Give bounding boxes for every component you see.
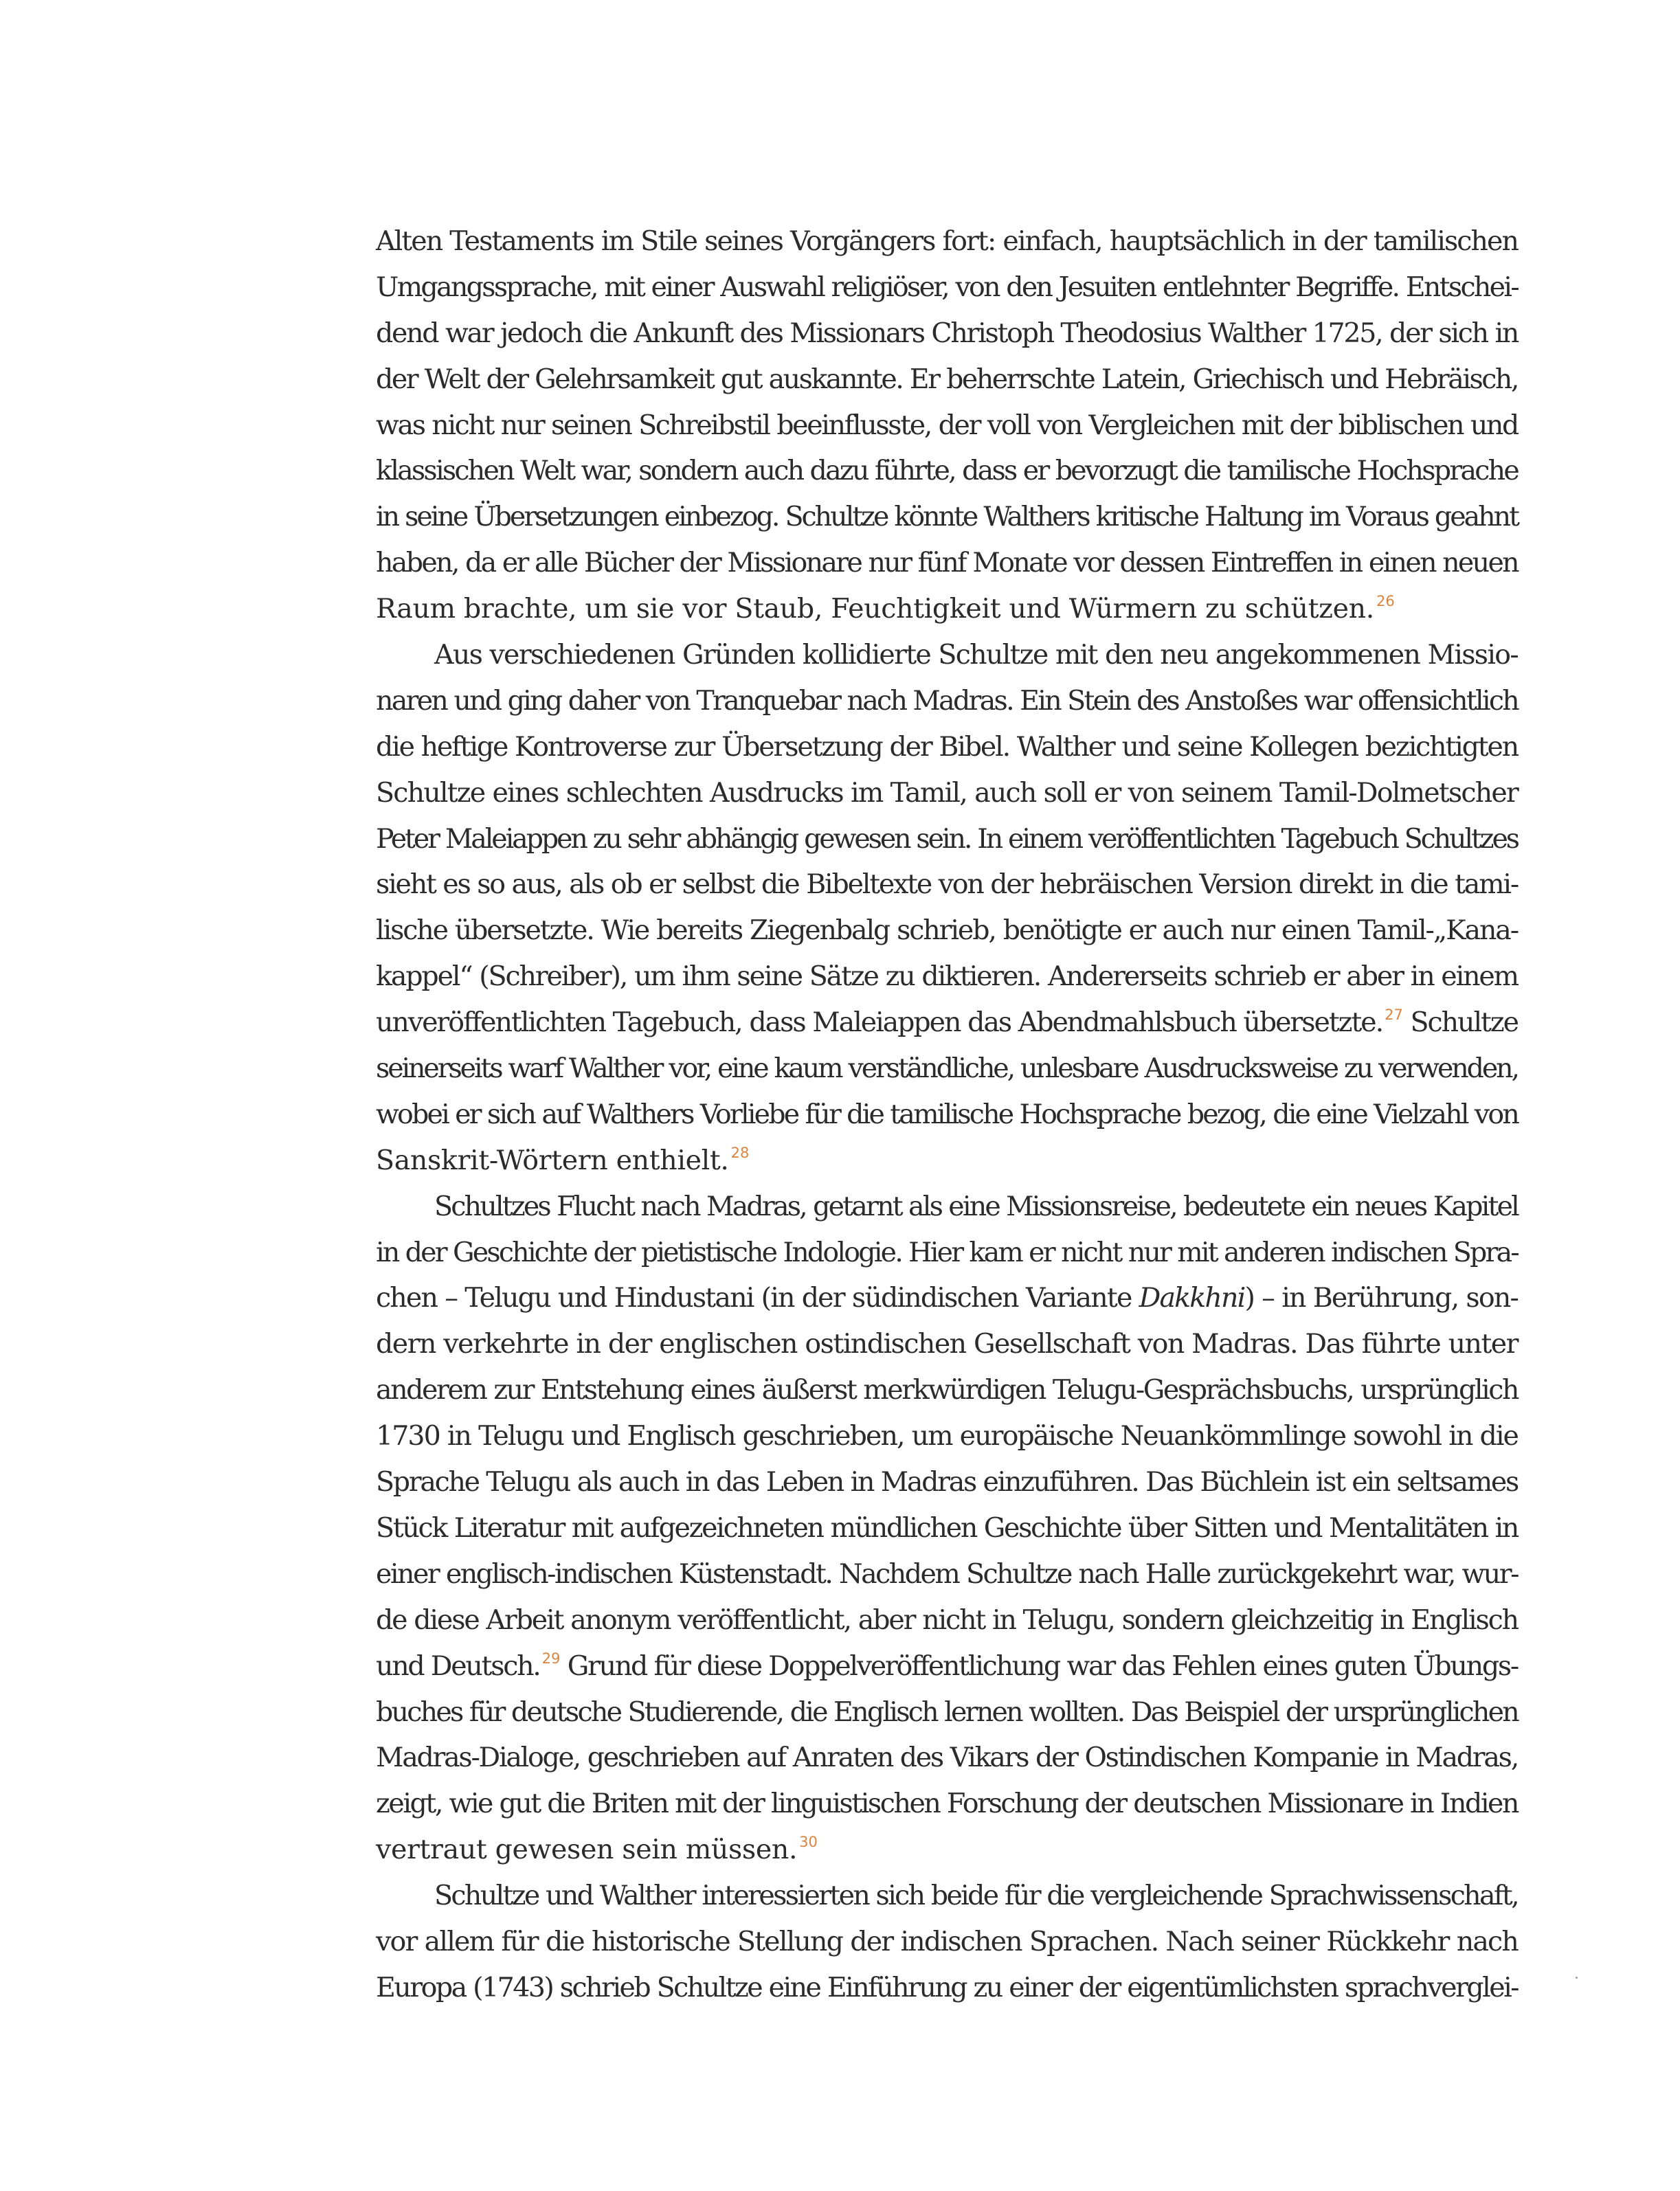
text-line [376,586,1518,632]
text-segment: Grund für diese Doppelveröffentlichung war das Fehlen eines guten Übungs- [560,1650,1518,1682]
text-line: zeigt, wie gut die Briten mit der linguistischen Forschung der deutschen Missionare in Indien [376,1788,1518,1820]
text-segment: chen – Telugu und Hindustani (in der südindischen Variante [376,1282,1139,1314]
text-line: was nicht nur seinen Schreibstil beeinflusste, der voll von Vergleichen mit der biblischen und [376,409,1518,441]
text-line: die heftige Kontroverse zur Übersetzung der Bibel. Walther und seine Kollegen bezichtigten [376,730,1518,763]
text-line: 1730 in Telugu und Englisch geschrieben, um europäische Neuankömmlinge sowohl in die [376,1420,1518,1452]
text-line: wobei er sich auf Walthers Vorliebe für die tamilische Hochsprache bezog, die eine Vielzahl von [376,1098,1518,1130]
text-line: Europa (1743) schrieb Schultze eine Einführung zu einer der eigentümlichsten sprachverglei- [376,1971,1518,2003]
text-line: de diese Arbeit anonym veröffentlicht, aber nicht in Telugu, sondern gleichzeitig in Englisch [376,1604,1518,1636]
text-line: Schultze eines schlechten Ausdrucks im Tamil, auch soll er von seinem Tamil-Dolmetscher [376,776,1518,809]
text-segment: Sanskrit-Wörtern enthielt. [376,1144,729,1176]
text-line: haben, da er alle Bücher der Missionare nur fünf Monate vor dessen Eintreffen in einen neuen [376,547,1518,579]
text-line: lische übersetzte. Wie bereits Ziegenbalg schrieb, benötigte er auch nur einen Tamil-„Kana- [376,914,1518,947]
text-line: sieht es so aus, als ob er selbst die Bibeltexte von der hebräischen Version direkt in die tami- [376,868,1518,901]
text-line: Schultzes Flucht nach Madras, getarnt als eine Missionsreise, bedeutete ein neues Kapitel [434,1190,1518,1222]
text-segment: unveröffentlichten Tagebuch, dass Maleiappen das Abendmahlsbuch übersetzte. [376,1007,1383,1039]
footnote-marker-29[interactable]: 29 [541,1650,561,1667]
text-line: Peter Maleiappen zu sehr abhängig gewesen sein. In einem veröffentlichten Tagebuch Schultzes [376,822,1518,855]
text-line: anderem zur Entstehung eines äußerst merkwürdigen Telugu-Gesprächsbuchs, ursprünglich [376,1374,1518,1406]
text-segment: Raum brachte, um sie vor Staub, Feuchtigkeit und Würmern zu schützen. [376,593,1374,625]
text-segment: und Deutsch. [376,1650,540,1682]
text-line: naren und ging daher von Tranquebar nach Madras. Ein Stein des Anstoßes war offensichtlich [376,684,1518,717]
body-text [376,218,1518,2011]
text-line: kappel“ (Schreiber), um ihm seine Sätze zu diktieren. Andererseits schrieb er aber in einem [376,960,1518,993]
text-line: buches für deutsche Studierende, die Englisch lernen wollten. Das Beispiel der ursprünglichen [376,1696,1518,1728]
text-line: Madras-Dialoge, geschrieben auf Anraten des Vikars der Ostindischen Kompanie in Madras, [376,1742,1518,1774]
paragraph-3 [376,1184,1518,1873]
text-line [376,1275,1518,1321]
page-dot-mark [1576,1977,1578,1979]
paragraph-2 [376,632,1518,1184]
text-line: in seine Übersetzungen einbezog. Schultze könnte Walthers kritische Haltung im Voraus geahnt [376,501,1518,533]
footnote-marker-28[interactable]: 28 [730,1144,750,1161]
footnote-marker-27[interactable]: 27 [1385,1007,1403,1024]
text-segment: ) – in Berührung, son- [1244,1282,1518,1314]
text-line: Schultze und Walther interessierten sich beide für die vergleichende Sprachwissenschaft, [434,1880,1518,1912]
paragraph-4 [376,1873,1518,2011]
text-line [376,1138,1518,1184]
footnote-marker-26[interactable]: 26 [1376,593,1395,610]
text-line: seinerseits warf Walther vor, eine kaum verständliche, unlesbare Ausdrucksweise zu verwenden, [376,1053,1518,1085]
text-line: vor allem für die historische Stellung der indischen Sprachen. Nach seiner Rückkehr nach [376,1925,1518,1957]
text-line: dern verkehrte in der englischen ostindischen Gesellschaft von Madras. Das führte unter [376,1328,1518,1360]
text-line [376,1643,1518,1689]
text-segment: vertraut gewesen sein müssen. [376,1834,798,1866]
text-line: Aus verschiedenen Gründen kollidierte Schultze mit den neu angekommenen Missio- [434,639,1518,671]
text-line: Sprache Telugu als auch in das Leben in Madras einzuführen. Das Büchlein ist ein seltsames [376,1466,1518,1498]
paragraph-1 [376,218,1518,632]
text-line: klassischen Welt war, sondern auch dazu führte, dass er bevorzugt die tamilische Hochsprache [376,455,1518,487]
italic-term: Dakkhni [1139,1282,1245,1314]
text-segment: Schultze [1402,1007,1518,1039]
text-line [376,1827,1518,1873]
text-line: in der Geschichte der pietistische Indologie. Hier kam er nicht nur mit anderen indischen Spra- [376,1236,1518,1268]
text-line: Umgangssprache, mit einer Auswahl religiöser, von den Jesuiten entlehnter Begriffe. Entschei- [376,271,1518,303]
text-line [376,1000,1518,1046]
text-line: Alten Testaments im Stile seines Vorgängers fort: einfach, hauptsächlich in der tamilischen [376,225,1518,257]
text-line: dend war jedoch die Ankunft des Missionars Christoph Theodosius Walther 1725, der sich in [376,317,1518,349]
text-line: einer englisch-indischen Küstenstadt. Nachdem Schultze nach Halle zurückgekehrt war, wur- [376,1558,1518,1590]
footnote-marker-30[interactable]: 30 [799,1834,818,1851]
text-line: der Welt der Gelehrsamkeit gut auskannte. Er beherrschte Latein, Griechisch und Hebräisch, [376,363,1518,395]
text-line: Stück Literatur mit aufgezeichneten mündlichen Geschichte über Sitten und Mentalitäten in [376,1512,1518,1544]
